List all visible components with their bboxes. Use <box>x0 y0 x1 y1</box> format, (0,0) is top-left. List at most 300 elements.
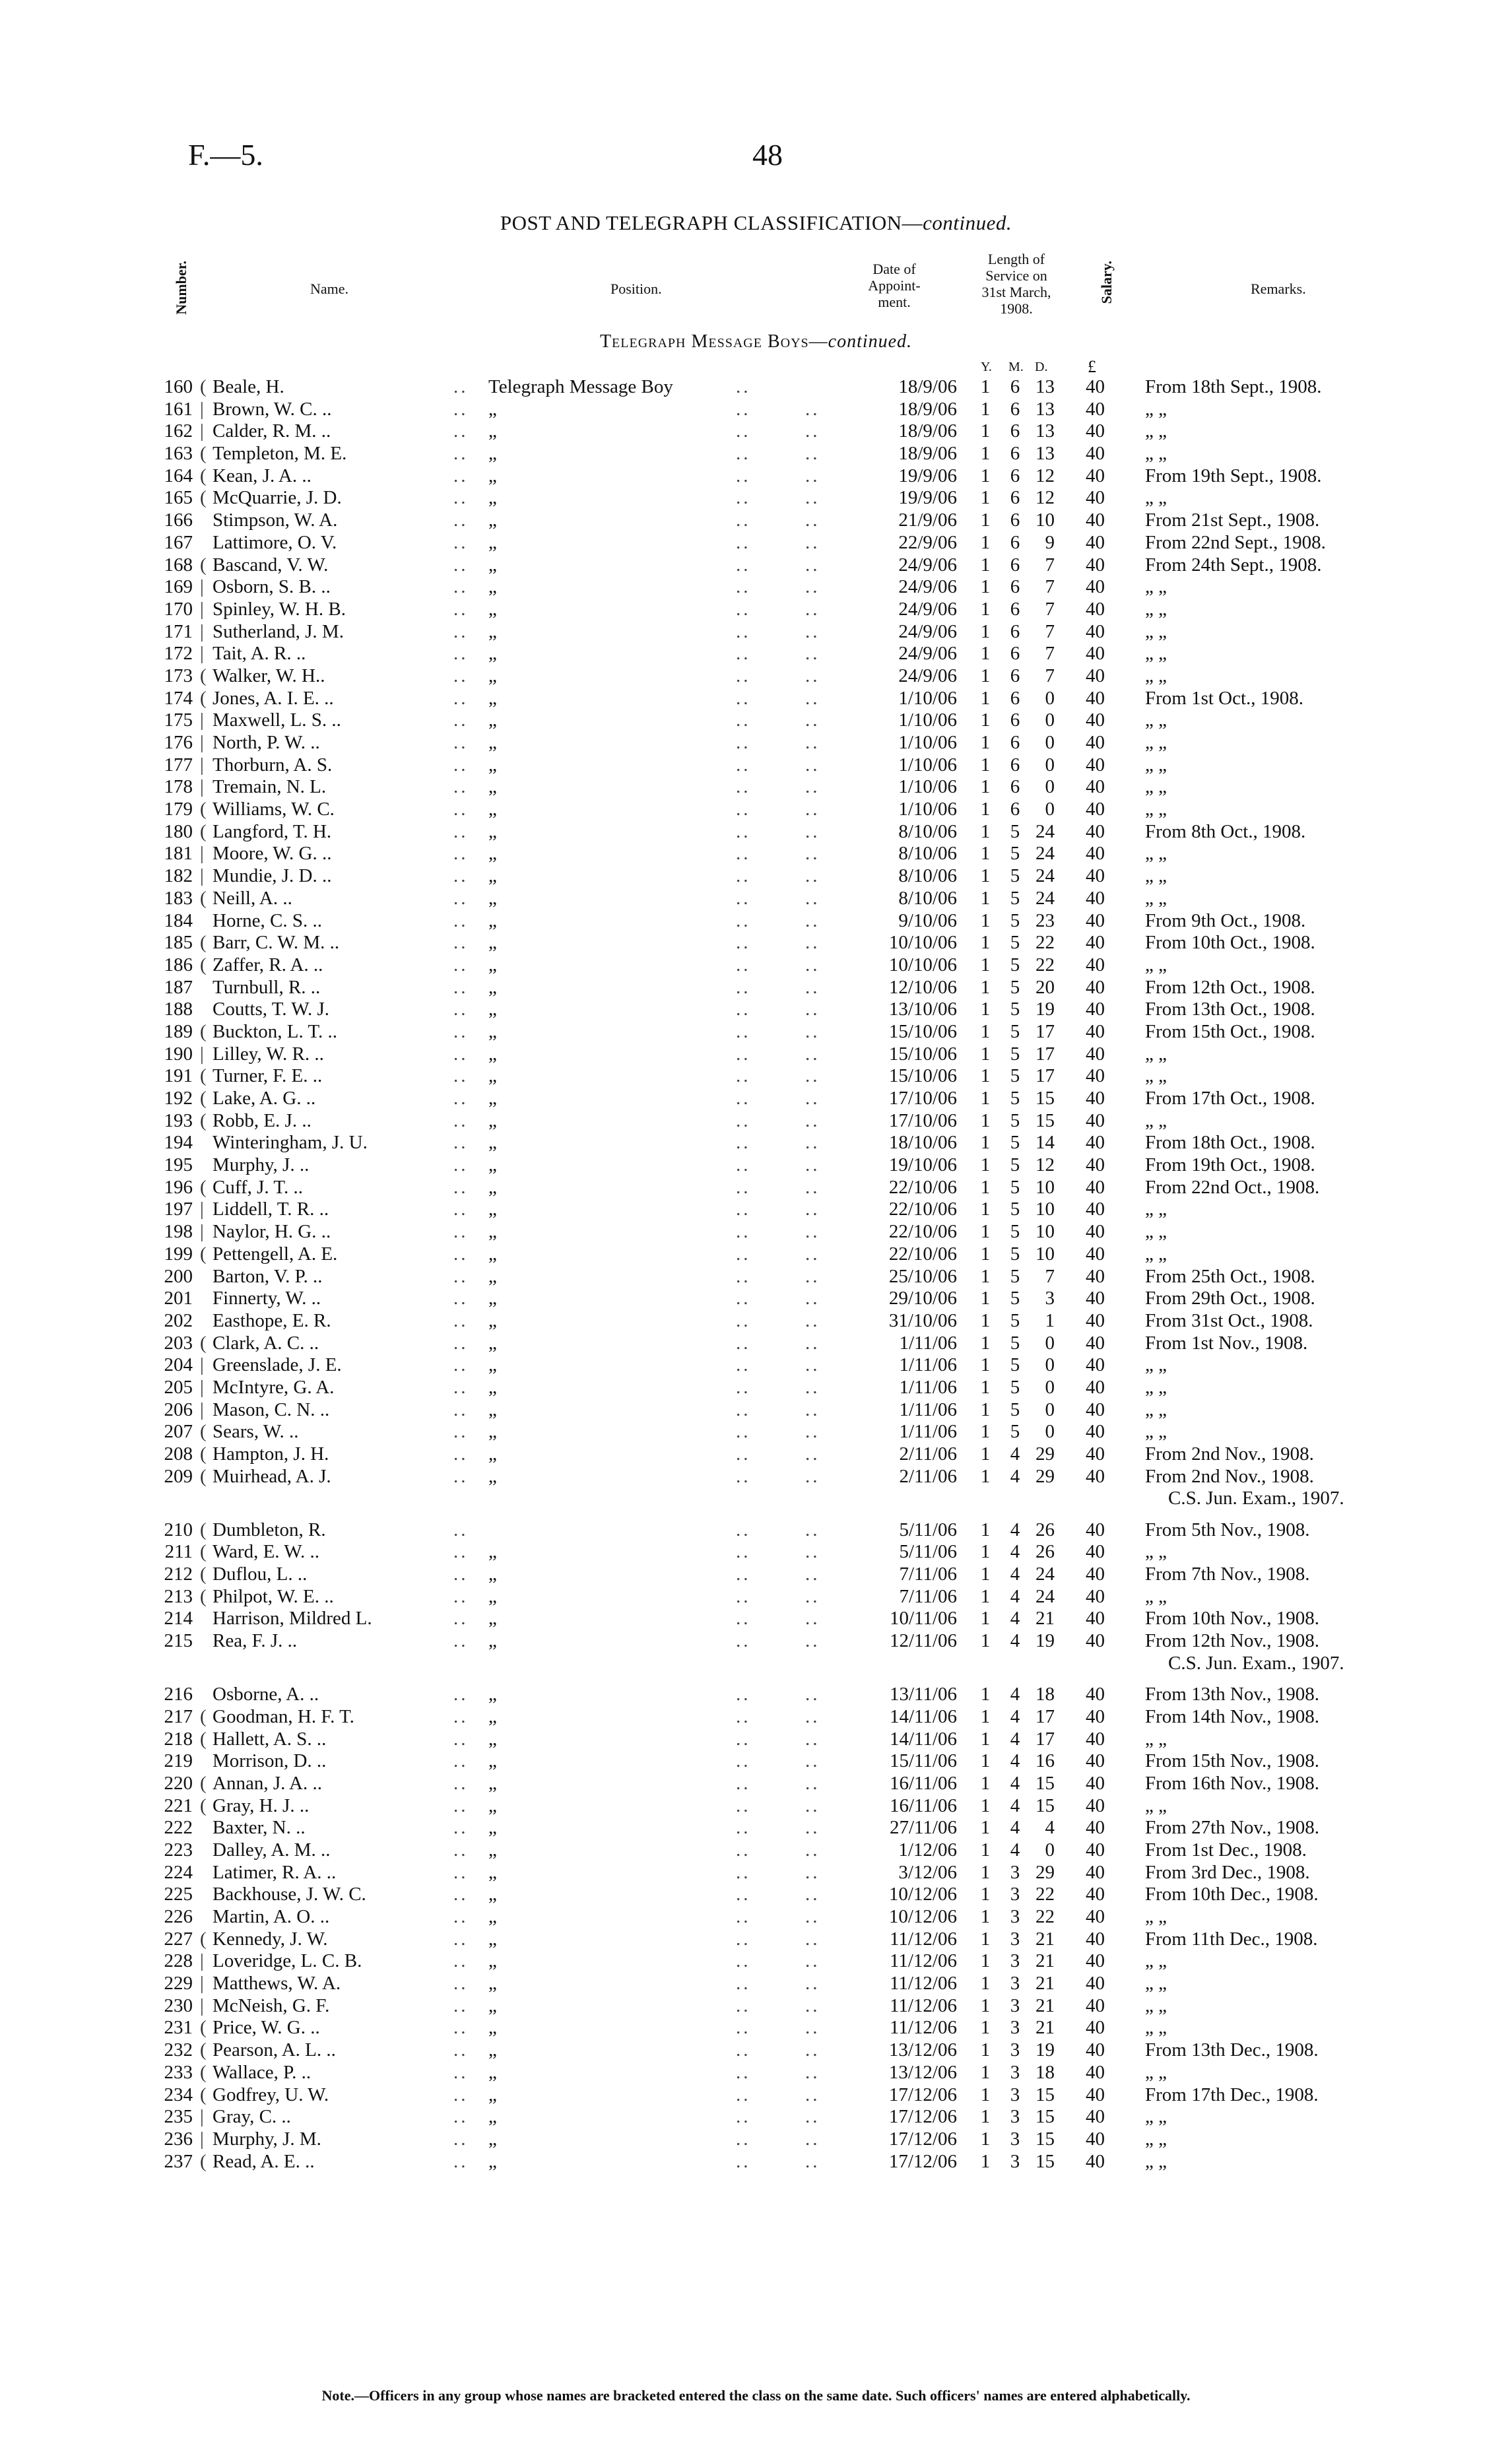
table-row <box>0 1973 1512 1995</box>
row-date: 1/10/06 <box>898 776 957 798</box>
group-bracket: | <box>200 843 204 865</box>
section-heading <box>0 331 1512 352</box>
row-days: 15 <box>1035 1795 1055 1816</box>
row-months: 6 <box>1010 376 1020 397</box>
row-days: 21 <box>1035 1995 1055 2016</box>
row-salary: 40 <box>1086 820 1105 842</box>
row-number: 213 <box>164 1585 193 1607</box>
row-salary: 40 <box>1086 999 1105 1020</box>
row-months: 3 <box>1010 2128 1020 2150</box>
row-months: 4 <box>1010 1705 1020 1727</box>
leader-dots: .. <box>453 709 469 731</box>
row-salary: 40 <box>1086 510 1105 531</box>
row-remarks-line1: From 15th Nov., 1908. <box>1145 1750 1319 1772</box>
table-row <box>0 532 1512 554</box>
leader-dots: .. <box>453 1928 469 1950</box>
leader-dots: .. <box>805 1995 820 2016</box>
group-bracket: ( <box>200 2061 207 2083</box>
row-position: „ <box>488 1608 497 1630</box>
group-bracket: ( <box>200 887 207 909</box>
leader-dots: .. <box>453 1199 469 1220</box>
row-years: 1 <box>980 376 991 397</box>
row-days: 4 <box>1045 1817 1055 1839</box>
leader-dots: .. <box>736 1176 751 1198</box>
row-years: 1 <box>980 531 991 553</box>
row-name: Clark, A. C. .. <box>213 1332 319 1354</box>
row-number: 166 <box>164 510 193 531</box>
row-years: 1 <box>980 2017 991 2039</box>
row-years: 1 <box>980 954 991 975</box>
row-salary: 40 <box>1086 1839 1105 1861</box>
row-remarks-line1: „ „ <box>1145 1728 1167 1750</box>
leader-dots: .. <box>453 1519 469 1540</box>
row-years: 1 <box>980 1443 991 1465</box>
row-name: Maxwell, L. S. .. <box>213 709 341 731</box>
row-remarks <box>1145 776 1167 799</box>
row-number: 215 <box>164 1630 193 1652</box>
group-bracket: | <box>200 598 204 620</box>
row-date: 19/9/06 <box>898 487 957 509</box>
row-number: 234 <box>164 2084 193 2105</box>
row-salary: 40 <box>1086 1221 1105 1243</box>
row-years: 1 <box>980 754 991 775</box>
row-date: 1/11/06 <box>899 1354 957 1376</box>
row-days: 0 <box>1045 732 1055 753</box>
row-name: Jones, A. I. E. .. <box>213 687 334 709</box>
leader-dots: .. <box>805 1332 820 1354</box>
row-months: 6 <box>1010 754 1020 775</box>
row-number: 181 <box>164 843 193 865</box>
row-years: 1 <box>980 909 991 931</box>
table-row <box>0 1043 1512 1066</box>
row-number: 161 <box>164 398 193 420</box>
leader-dots: .. <box>805 487 820 509</box>
row-position: „ <box>488 1861 497 1883</box>
row-salary: 40 <box>1086 443 1105 465</box>
row-position: „ <box>488 865 497 887</box>
row-salary: 40 <box>1086 1630 1105 1652</box>
leader-dots: .. <box>805 1288 820 1309</box>
row-days: 13 <box>1035 376 1055 397</box>
row-remarks <box>1145 621 1167 643</box>
row-remarks-line1: „ „ <box>1145 1221 1167 1243</box>
row-remarks-line1: From 19th Sept., 1908. <box>1145 465 1322 486</box>
row-remarks <box>1145 643 1167 665</box>
table-row <box>0 1466 1512 1513</box>
row-remarks-line1: From 14th Nov., 1908. <box>1145 1705 1319 1727</box>
row-days: 7 <box>1045 643 1055 665</box>
row-remarks-line1: From 1st Oct., 1908. <box>1145 687 1304 709</box>
row-years: 1 <box>980 1585 991 1607</box>
row-years: 1 <box>980 465 991 486</box>
leader-dots: .. <box>453 598 469 620</box>
row-number: 183 <box>164 887 193 909</box>
row-months: 5 <box>1010 865 1020 887</box>
row-remarks-line1: From 13th Dec., 1908. <box>1145 2039 1319 2061</box>
leader-dots: .. <box>453 398 469 420</box>
leader-dots: .. <box>736 443 751 465</box>
row-years: 1 <box>980 709 991 731</box>
row-date: 13/12/06 <box>888 2039 957 2061</box>
row-years: 1 <box>980 1243 991 1265</box>
table-row <box>0 665 1512 688</box>
column-header-number: Number. <box>173 261 189 315</box>
group-bracket: ( <box>200 1541 207 1563</box>
page-title-suffix: continued. <box>923 211 1012 234</box>
row-salary: 40 <box>1086 1817 1105 1839</box>
group-bracket: ( <box>200 820 207 842</box>
row-years: 1 <box>980 1043 991 1065</box>
leader-dots: .. <box>453 1109 469 1131</box>
table-row <box>0 621 1512 643</box>
row-remarks-line1: From 5th Nov., 1908. <box>1145 1519 1310 1540</box>
table-row <box>0 776 1512 799</box>
row-months: 6 <box>1010 443 1020 465</box>
row-remarks <box>1145 510 1319 532</box>
row-date: 24/9/06 <box>898 554 957 576</box>
leader-dots: .. <box>736 554 751 576</box>
row-position: „ <box>488 576 497 598</box>
row-remarks-line1: From 18th Sept., 1908. <box>1145 376 1322 397</box>
row-remarks-line1: From 12th Nov., 1908. <box>1145 1630 1319 1652</box>
leader-dots: .. <box>805 1861 820 1883</box>
row-date: 25/10/06 <box>888 1265 957 1287</box>
leader-dots: .. <box>453 2128 469 2150</box>
row-remarks <box>1145 1995 1167 2018</box>
row-date: 3/12/06 <box>898 1861 957 1883</box>
row-salary: 40 <box>1086 620 1105 642</box>
leader-dots: .. <box>736 776 751 798</box>
row-number: 165 <box>164 487 193 509</box>
row-date: 16/11/06 <box>889 1772 957 1794</box>
table-row <box>0 1221 1512 1243</box>
group-bracket: ( <box>200 954 207 975</box>
leader-dots: .. <box>736 1817 751 1839</box>
row-date: 14/11/06 <box>889 1705 957 1727</box>
row-date: 29/10/06 <box>888 1288 957 1309</box>
leader-dots: .. <box>736 643 751 665</box>
row-date: 7/11/06 <box>899 1585 957 1607</box>
row-remarks-line1: „ „ <box>1145 398 1167 420</box>
row-position: „ <box>488 1399 497 1420</box>
leader-dots: .. <box>453 1465 469 1487</box>
row-remarks <box>1145 1377 1167 1399</box>
row-salary: 40 <box>1086 1585 1105 1607</box>
leader-dots: .. <box>453 1243 469 1265</box>
row-date: 27/11/06 <box>889 1817 957 1839</box>
row-name: McNeish, G. F. <box>213 1995 330 2016</box>
leader-dots: .. <box>453 1541 469 1563</box>
group-bracket: ( <box>200 1585 207 1607</box>
group-bracket: ( <box>200 1795 207 1816</box>
row-remarks-line1: From 8th Oct., 1908. <box>1145 820 1306 842</box>
row-remarks <box>1145 376 1321 399</box>
row-position: „ <box>488 954 497 975</box>
row-position: „ <box>488 1817 497 1839</box>
row-salary: 40 <box>1086 2017 1105 2039</box>
group-bracket: ( <box>200 665 207 686</box>
row-number: 235 <box>164 2106 193 2128</box>
row-date: 21/9/06 <box>898 510 957 531</box>
row-days: 21 <box>1035 1973 1055 1995</box>
row-days: 1 <box>1045 1309 1055 1331</box>
row-days: 21 <box>1035 1928 1055 1950</box>
row-months: 6 <box>1010 665 1020 686</box>
row-position: „ <box>488 1541 497 1563</box>
row-remarks-line1: „ „ <box>1145 732 1167 753</box>
leader-dots: .. <box>805 1221 820 1243</box>
row-days: 14 <box>1035 1132 1055 1154</box>
table-row <box>0 1608 1512 1630</box>
row-name: Gray, C. .. <box>213 2106 291 2128</box>
row-salary: 40 <box>1086 1728 1105 1750</box>
group-bracket: | <box>200 1995 204 2016</box>
row-name: Lattimore, O. V. <box>213 531 337 553</box>
row-position: „ <box>488 2017 497 2039</box>
leader-dots: .. <box>736 576 751 598</box>
leader-dots: .. <box>805 2061 820 2083</box>
row-months: 6 <box>1010 620 1020 642</box>
group-bracket: | <box>200 1950 204 1972</box>
table-body <box>0 376 1512 2173</box>
row-name: Kennedy, J. W. <box>213 1928 328 1950</box>
row-months: 5 <box>1010 1288 1020 1309</box>
leader-dots: .. <box>736 932 751 954</box>
row-salary: 40 <box>1086 465 1105 486</box>
row-months: 5 <box>1010 1176 1020 1198</box>
row-days: 0 <box>1045 687 1055 709</box>
row-position: „ <box>488 420 497 442</box>
group-bracket: ( <box>200 1519 207 1540</box>
leader-dots: .. <box>453 1399 469 1420</box>
row-position: „ <box>488 398 497 420</box>
leader-dots: .. <box>453 754 469 775</box>
leader-dots: .. <box>736 531 751 553</box>
leader-dots: .. <box>453 2084 469 2105</box>
table-row <box>0 1995 1512 2018</box>
row-remarks-line1: „ „ <box>1145 2150 1167 2172</box>
row-number: 182 <box>164 865 193 887</box>
row-days: 15 <box>1035 2128 1055 2150</box>
row-remarks <box>1145 1950 1167 1973</box>
row-years: 1 <box>980 1332 991 1354</box>
row-position: „ <box>488 1950 497 1972</box>
row-years: 1 <box>980 1608 991 1630</box>
row-remarks-line1: From 18th Oct., 1908. <box>1145 1132 1315 1154</box>
row-remarks <box>1145 954 1167 977</box>
row-days: 15 <box>1035 2084 1055 2105</box>
leader-dots: .. <box>805 1906 820 1927</box>
leader-dots: .. <box>736 1288 751 1309</box>
table-row <box>0 799 1512 821</box>
row-salary: 40 <box>1086 1519 1105 1540</box>
row-months: 3 <box>1010 2061 1020 2083</box>
group-bracket: | <box>200 420 204 442</box>
table-row <box>0 643 1512 665</box>
row-number: 229 <box>164 1973 193 1995</box>
group-bracket: ( <box>200 465 207 486</box>
row-position: „ <box>488 531 497 553</box>
leader-dots: .. <box>736 1772 751 1794</box>
row-remarks <box>1145 1608 1319 1630</box>
row-position: „ <box>488 732 497 753</box>
row-remarks-line1: „ „ <box>1145 1376 1167 1398</box>
row-months: 5 <box>1010 1265 1020 1287</box>
row-months: 4 <box>1010 1817 1020 1839</box>
leader-dots: .. <box>736 1443 751 1465</box>
row-remarks-line1: From 10th Oct., 1908. <box>1145 932 1315 954</box>
row-years: 1 <box>980 1884 991 1905</box>
row-salary: 40 <box>1086 1973 1105 1995</box>
leader-dots: .. <box>805 576 820 598</box>
row-months: 5 <box>1010 843 1020 865</box>
table-row <box>0 465 1512 488</box>
row-number: 223 <box>164 1839 193 1861</box>
row-position: „ <box>488 443 497 465</box>
row-remarks-line1: „ „ <box>1145 1109 1167 1131</box>
row-salary: 40 <box>1086 1541 1105 1563</box>
row-number: 214 <box>164 1608 193 1630</box>
row-position: „ <box>488 1221 497 1243</box>
row-number: 230 <box>164 1995 193 2016</box>
leader-dots: .. <box>736 1630 751 1652</box>
row-remarks <box>1145 910 1305 933</box>
leader-dots: .. <box>805 865 820 887</box>
row-years: 1 <box>980 999 991 1020</box>
row-name: Williams, W. C. <box>213 799 335 820</box>
date-header-line3: ment. <box>878 294 911 310</box>
leader-dots: .. <box>805 1564 820 1585</box>
leader-dots: .. <box>453 1020 469 1042</box>
row-salary: 40 <box>1086 1795 1105 1816</box>
leader-dots: .. <box>453 1443 469 1465</box>
row-days: 0 <box>1045 1332 1055 1354</box>
row-years: 1 <box>980 976 991 998</box>
row-name: Duflou, L. .. <box>213 1564 308 1585</box>
row-number: 211 <box>164 1541 193 1563</box>
row-years: 1 <box>980 1750 991 1772</box>
row-remarks <box>1145 1817 1319 1839</box>
row-days: 26 <box>1035 1541 1055 1563</box>
row-position: „ <box>488 1705 497 1727</box>
row-days: 17 <box>1035 1065 1055 1087</box>
leader-dots: .. <box>736 1973 751 1995</box>
group-bracket: ( <box>200 2150 207 2172</box>
row-months: 5 <box>1010 954 1020 975</box>
leader-dots: .. <box>453 1684 469 1705</box>
row-number: 232 <box>164 2039 193 2061</box>
row-years: 1 <box>980 443 991 465</box>
row-date: 1/10/06 <box>898 732 957 753</box>
row-number: 167 <box>164 531 193 553</box>
group-bracket: | <box>200 1399 204 1420</box>
page-ref: F.—5. <box>188 138 263 172</box>
row-number: 205 <box>164 1376 193 1398</box>
row-days: 7 <box>1045 598 1055 620</box>
leader-dots: .. <box>805 2128 820 2150</box>
row-months: 3 <box>1010 1906 1020 1927</box>
row-days: 17 <box>1035 1728 1055 1750</box>
row-salary: 40 <box>1086 420 1105 442</box>
row-name: Tremain, N. L. <box>213 776 327 798</box>
column-header-name: Name. <box>310 280 349 297</box>
row-remarks-line1: From 15th Oct., 1908. <box>1145 1020 1315 1042</box>
table-row <box>0 1541 1512 1564</box>
row-name: Hallett, A. S. .. <box>213 1728 327 1750</box>
leader-dots: .. <box>736 2150 751 2172</box>
row-years: 1 <box>980 843 991 865</box>
leader-dots: .. <box>453 1376 469 1398</box>
leader-dots: .. <box>453 1884 469 1905</box>
leader-dots: .. <box>805 1973 820 1995</box>
leader-dots: .. <box>453 487 469 509</box>
row-number: 175 <box>164 709 193 731</box>
row-remarks <box>1145 532 1326 554</box>
table-row <box>0 2084 1512 2107</box>
row-position: Telegraph Message Boy <box>488 376 673 397</box>
leader-dots: .. <box>736 843 751 865</box>
row-name: Kean, J. A. .. <box>213 465 312 486</box>
row-number: 164 <box>164 465 193 486</box>
row-salary: 40 <box>1086 1861 1105 1883</box>
leader-dots: .. <box>805 398 820 420</box>
group-bracket: | <box>200 1199 204 1220</box>
leader-dots: .. <box>736 954 751 975</box>
leader-dots: .. <box>736 2039 751 2061</box>
row-remarks <box>1145 554 1321 577</box>
row-date: 1/11/06 <box>899 1399 957 1420</box>
row-remarks-line1: „ „ <box>1145 1906 1167 1927</box>
row-months: 6 <box>1010 510 1020 531</box>
row-position: „ <box>488 1309 497 1331</box>
leader-dots: .. <box>453 1950 469 1972</box>
row-number: 206 <box>164 1399 193 1420</box>
row-salary: 40 <box>1086 754 1105 775</box>
row-name: Morrison, D. .. <box>213 1750 327 1772</box>
row-years: 1 <box>980 2084 991 2105</box>
leader-dots: .. <box>736 1795 751 1816</box>
unit-salary: £ <box>1088 357 1096 376</box>
length-header-line3: 31st March, <box>981 284 1051 300</box>
row-date: 12/11/06 <box>889 1630 957 1652</box>
group-bracket: | <box>200 576 204 598</box>
row-name: Templeton, M. E. <box>213 443 347 465</box>
row-salary: 40 <box>1086 531 1105 553</box>
group-bracket: ( <box>200 1564 207 1585</box>
unit-d: D. <box>1035 360 1048 374</box>
column-header-remarks: Remarks. <box>1251 280 1306 297</box>
row-salary: 40 <box>1086 1088 1105 1109</box>
row-days: 0 <box>1045 1421 1055 1443</box>
row-months: 4 <box>1010 1608 1020 1630</box>
page-title-main: POST AND TELEGRAPH CLASSIFICATION— <box>500 211 923 234</box>
row-date: 15/10/06 <box>888 1020 957 1042</box>
row-remarks-line1: „ „ <box>1145 754 1167 775</box>
leader-dots: .. <box>736 2061 751 2083</box>
row-number: 187 <box>164 976 193 998</box>
row-remarks <box>1145 665 1167 688</box>
group-bracket: ( <box>200 443 207 465</box>
row-salary: 40 <box>1086 1354 1105 1376</box>
leader-dots: .. <box>736 1199 751 1220</box>
row-salary: 40 <box>1086 1950 1105 1972</box>
row-remarks-line1: „ „ <box>1145 1243 1167 1265</box>
row-years: 1 <box>980 576 991 598</box>
row-position: „ <box>488 909 497 931</box>
row-name: Murphy, J. .. <box>213 1154 310 1176</box>
row-months: 3 <box>1010 1884 1020 1905</box>
row-remarks-line1: „ „ <box>1145 1795 1167 1816</box>
